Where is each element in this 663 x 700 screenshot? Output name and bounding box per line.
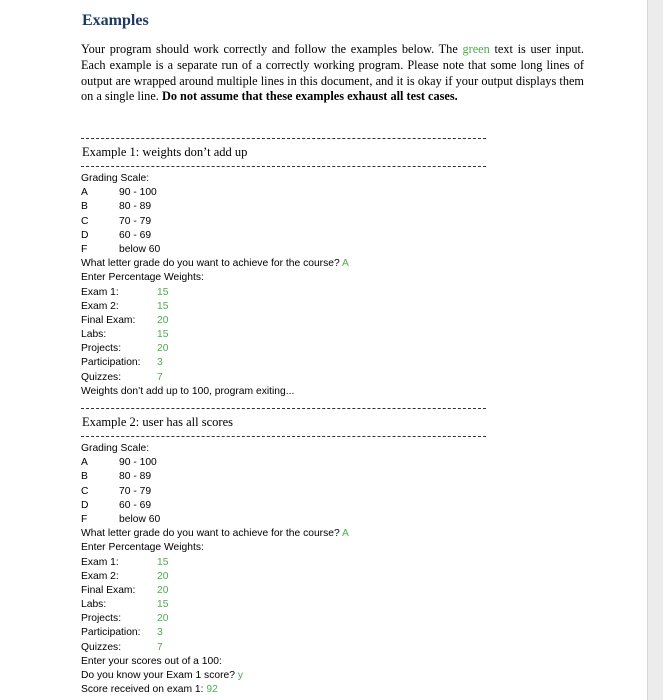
score-exam1-row bbox=[81, 683, 349, 697]
grade-question-row bbox=[81, 257, 349, 271]
grade-question: What letter grade do you want to achieve for the course? bbox=[81, 258, 340, 270]
weight-value: 20 bbox=[157, 314, 169, 326]
weight-row bbox=[81, 328, 349, 342]
grade-answer: A bbox=[342, 258, 349, 270]
weight-row bbox=[81, 612, 349, 626]
grade-range: 60 - 69 bbox=[119, 499, 152, 511]
weight-row bbox=[81, 314, 349, 328]
weight-label: Exam 1: bbox=[81, 556, 119, 568]
weight-label: Labs: bbox=[81, 329, 107, 341]
grade-row bbox=[81, 456, 349, 470]
weight-value: 15 bbox=[157, 286, 169, 298]
grade-letter: C bbox=[81, 485, 89, 497]
weight-label: Final Exam: bbox=[81, 584, 136, 596]
grade-row bbox=[81, 200, 349, 214]
grade-range: 70 - 79 bbox=[119, 215, 152, 227]
dashed-divider bbox=[81, 408, 486, 409]
exit-message: Weights don’t add up to 100, program exiting... bbox=[81, 385, 295, 397]
score-exam1-answer: 92 bbox=[206, 684, 218, 696]
weight-label: Final Exam: bbox=[81, 314, 136, 326]
weight-value: 20 bbox=[157, 613, 169, 625]
weight-row bbox=[81, 371, 349, 385]
grade-row bbox=[81, 215, 349, 229]
grade-range: 70 - 79 bbox=[119, 485, 152, 497]
intro-text-2: text is user input. Each example is a separate run of a correctly working program. Please note that some long lines of output are wrapped around multiple lines in this document, and it is okay if your output displays them on a single line. bbox=[81, 42, 585, 104]
weight-label: Quizzes: bbox=[81, 641, 122, 653]
grade-row bbox=[81, 499, 349, 513]
weight-row bbox=[81, 300, 349, 314]
weight-row bbox=[81, 356, 349, 370]
grade-letter: B bbox=[81, 471, 88, 483]
weight-label: Exam 1: bbox=[81, 286, 119, 298]
grade-range: 90 - 100 bbox=[119, 457, 157, 469]
grade-row bbox=[81, 186, 349, 200]
dashed-divider bbox=[81, 166, 486, 167]
grade-range: 80 - 89 bbox=[119, 201, 152, 213]
dashed-divider bbox=[81, 138, 486, 139]
intro-green-word: green bbox=[462, 42, 490, 56]
grade-range: below 60 bbox=[119, 513, 161, 525]
weight-row bbox=[81, 342, 349, 356]
weight-value: 3 bbox=[157, 627, 163, 639]
grade-letter: D bbox=[81, 499, 89, 511]
weight-row bbox=[81, 286, 349, 300]
weight-row bbox=[81, 556, 349, 570]
know-exam1-row bbox=[81, 669, 349, 683]
weight-row bbox=[81, 570, 349, 584]
weight-value: 15 bbox=[157, 329, 169, 341]
grade-range: 60 - 69 bbox=[119, 229, 152, 241]
weight-label: Projects: bbox=[81, 613, 122, 625]
grade-row bbox=[81, 229, 349, 243]
grade-letter: A bbox=[81, 187, 88, 199]
grade-letter: A bbox=[81, 457, 88, 469]
weight-value: 20 bbox=[157, 584, 169, 596]
intro-text-1: Your program should work correctly and follow the examples below. The bbox=[81, 42, 458, 56]
know-exam1-answer: y bbox=[237, 670, 243, 681]
example-2-output bbox=[81, 442, 349, 697]
grading-scale-label: Grading Scale: bbox=[81, 173, 150, 184]
grading-scale-label: Grading Scale: bbox=[81, 443, 150, 454]
weight-row bbox=[81, 584, 349, 598]
weight-value: 15 bbox=[157, 556, 169, 568]
weight-value: 20 bbox=[157, 343, 169, 355]
scores-prompt: Enter your scores out of a 100: bbox=[81, 655, 222, 667]
grade-row bbox=[81, 485, 349, 499]
grade-question-row bbox=[81, 527, 349, 541]
weight-label: Exam 2: bbox=[81, 570, 119, 582]
grade-answer: A bbox=[342, 528, 349, 540]
know-exam1-question: Do you know your Exam 1 score? bbox=[81, 670, 235, 681]
grade-letter: D bbox=[81, 229, 89, 241]
weight-value: 7 bbox=[157, 641, 163, 653]
grade-row bbox=[81, 470, 349, 484]
example-1-output bbox=[81, 172, 349, 399]
weight-label: Participation: bbox=[81, 627, 141, 639]
weight-label: Projects: bbox=[81, 343, 122, 355]
grade-range: 80 - 89 bbox=[119, 471, 152, 483]
weight-row bbox=[81, 598, 349, 612]
weight-value: 20 bbox=[157, 570, 169, 582]
grade-letter: F bbox=[81, 243, 88, 255]
grade-row bbox=[81, 513, 349, 527]
weight-value: 3 bbox=[157, 357, 163, 369]
grade-row bbox=[81, 243, 349, 257]
score-exam1-label: Score received on exam 1: bbox=[81, 684, 204, 696]
weight-label: Participation: bbox=[81, 357, 141, 369]
grade-letter: B bbox=[81, 201, 88, 213]
viewer-margin bbox=[647, 0, 663, 700]
weight-value: 15 bbox=[157, 599, 169, 611]
grade-letter: C bbox=[81, 215, 89, 227]
grade-range: below 60 bbox=[119, 243, 161, 255]
weight-row bbox=[81, 641, 349, 655]
grade-question: What letter grade do you want to achieve for the course? bbox=[81, 528, 340, 540]
intro-bold-note: Do not assume that these examples exhaust all test cases. bbox=[161, 89, 458, 104]
weight-value: 15 bbox=[157, 300, 169, 312]
weights-label: Enter Percentage Weights: bbox=[81, 272, 204, 284]
weights-label: Enter Percentage Weights: bbox=[81, 542, 204, 554]
weight-label: Exam 2: bbox=[81, 300, 119, 312]
page-heading: Examples bbox=[82, 12, 149, 29]
example-2-title: Example 2: user has all scores bbox=[82, 415, 233, 429]
weight-row bbox=[81, 626, 349, 640]
intro-paragraph bbox=[81, 42, 584, 105]
dashed-divider bbox=[81, 436, 486, 437]
weight-value: 7 bbox=[157, 371, 163, 383]
grade-letter: F bbox=[81, 513, 88, 525]
grade-range: 90 - 100 bbox=[119, 187, 157, 199]
weight-label: Quizzes: bbox=[81, 371, 122, 383]
example-1-title: Example 1: weights don’t add up bbox=[82, 145, 248, 159]
weight-label: Labs: bbox=[81, 599, 107, 611]
